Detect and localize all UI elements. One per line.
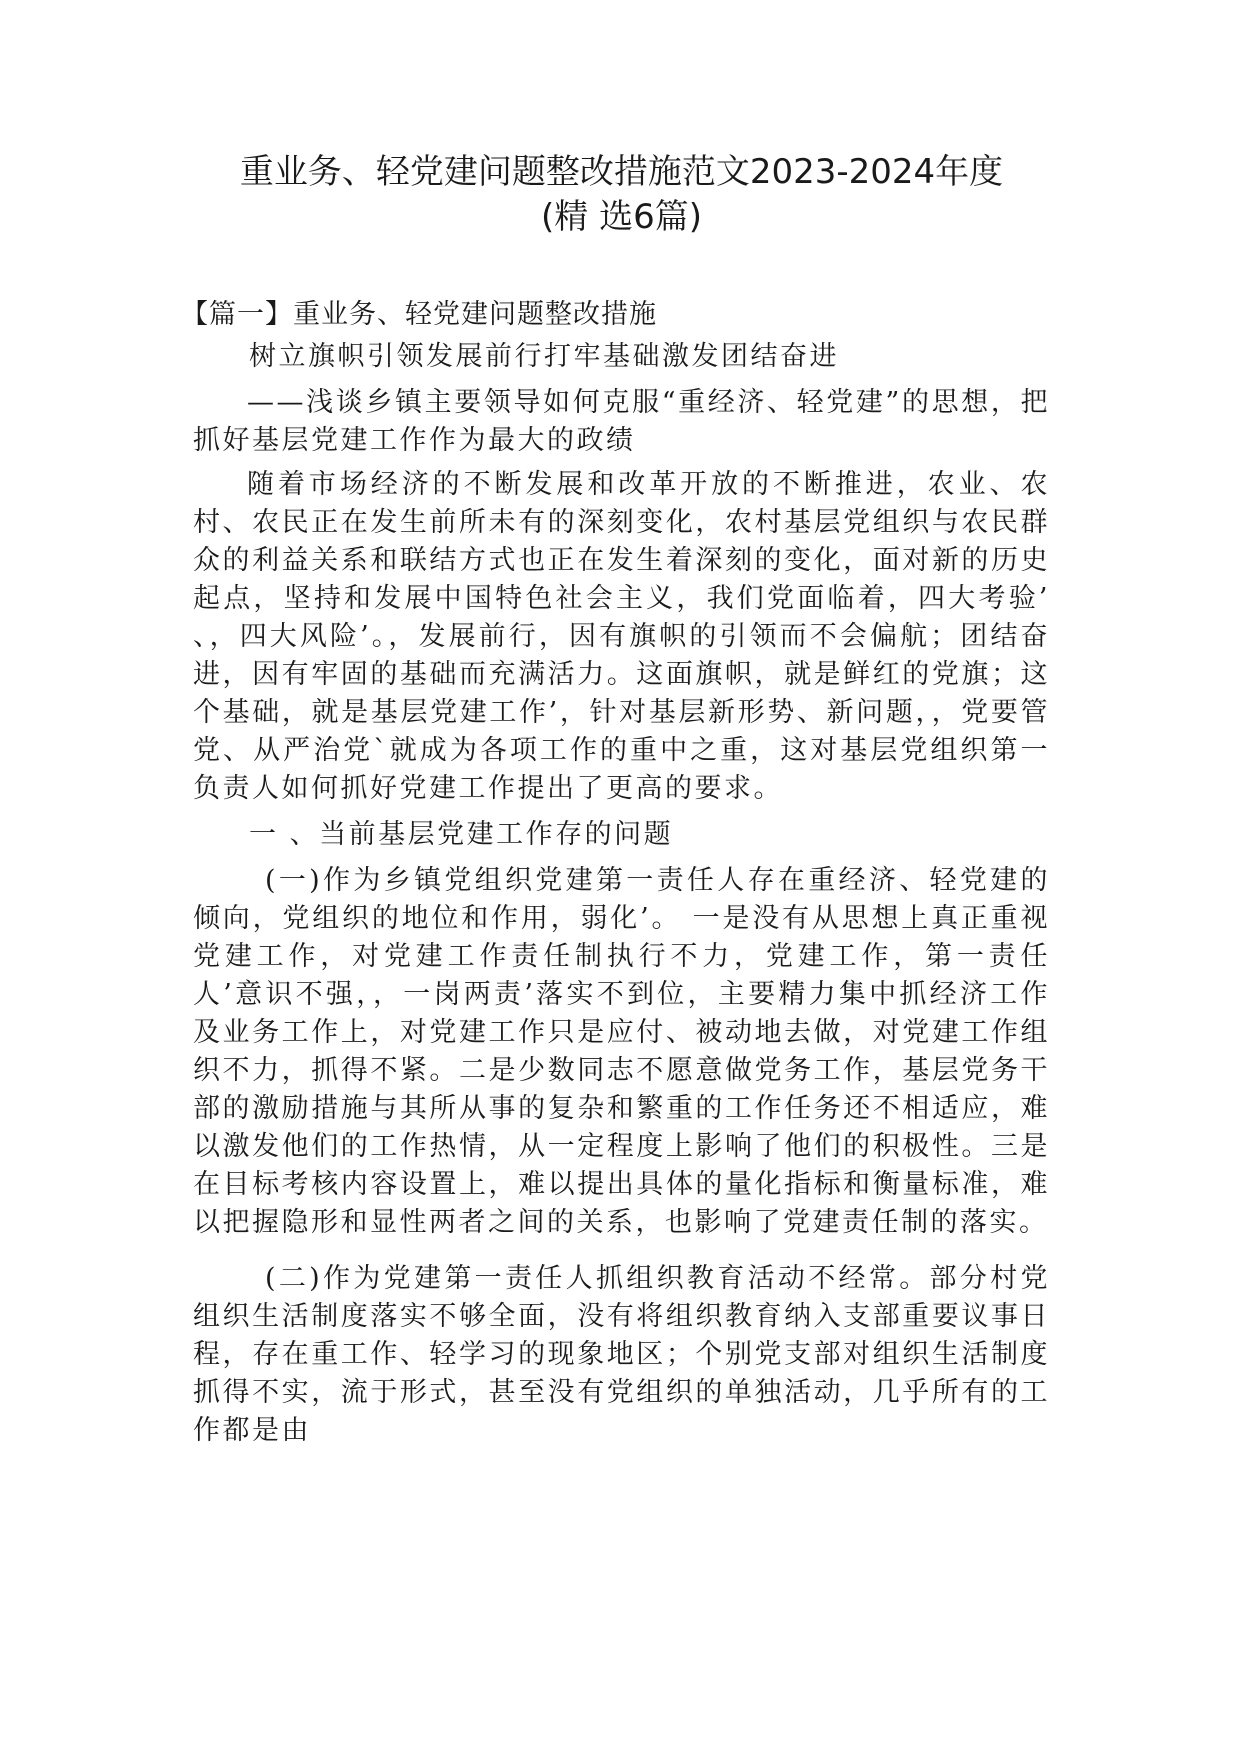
article-title: 树立旗帜引领发展前行打牢基础激发团结奋进 [249, 341, 839, 372]
paragraph-intro: 随着市场经济的不断发展和改革开放的不断推进，农业、农村、农民正在发生前所未有的深刻变化，农村基层党组织与农民群众的利益关系和联结方式也正在发生着深刻的变化，面对新的历史起点，坚持和发展中国特色社会主义，我们党面临着，四大考验’ 、，四大风险’。，发展前行，因有旗帜的引领而不会偏航；团结奋进，因有牢固的基础而充满活力。这面旗帜，就是鲜红的党旗；这个基础，就是基层党建工作’，针对基层新形势、新问题，，党要管党、从严治党`就成为各项工作的重中之重，这对基层党组织第一负责人如何抓好党建工作提出了更高的要求。 [193, 469, 1050, 804]
title-line-2: (精 选6篇) [541, 197, 702, 237]
section-heading: 【篇一】重业务、轻党建问题整改措施 [181, 299, 657, 330]
paragraph-problem-1: (一)作为乡镇党组织党建第一责任人存在重经济、轻党建的倾向，党组织的地位和作用，弱化’。 一是没有从思想上真正重视党建工作，对党建工作责任制执行不力，党建工作，第一责任人’意识不强，，一岗两责’落实不到位，主要精力集中抓经济工作及业务工作上，对党建工作只是应付、被动地去做，对党建工作组织不力，抓得不紧。二是少数同志不愿意做党务工作，基层党务干部的激励措施与其所从事的复杂和繁重的工作任务还不相适应，难以激发他们的工作热情，从一定程度上影响了他们的积极性。三是在目标考核内容设置上，难以提出具体的量化指标和衡量标准，难以把握隐形和显性两者之间的关系，也影响了党建责任制的落实。 [193, 865, 1050, 1238]
heading-problems: 一 、当前基层党建工作存的问题 [249, 819, 674, 850]
title-line-1: 重业务、轻党建问题整改措施范文2023-2024年度 [239, 152, 1004, 192]
paragraph-problem-2: (二)作为党建第一责任人抓组织教育活动不经常。部分村党组织生活制度落实不够全面，没有将组织教育纳入支部重要议事日程，存在重工作、轻学习的现象地区；个别党支部对组织生活制度抓得不实，流于形式，甚至没有党组织的单独活动，几乎所有的工作都是由 [193, 1263, 1050, 1446]
article-subtitle: ——浅谈乡镇主要领导如何克服“重经济、轻党建”的思想，把抓好基层党建工作作为最大的政绩 [193, 387, 1050, 456]
document-title [193, 150, 1050, 240]
document-page [181, 150, 1050, 1450]
